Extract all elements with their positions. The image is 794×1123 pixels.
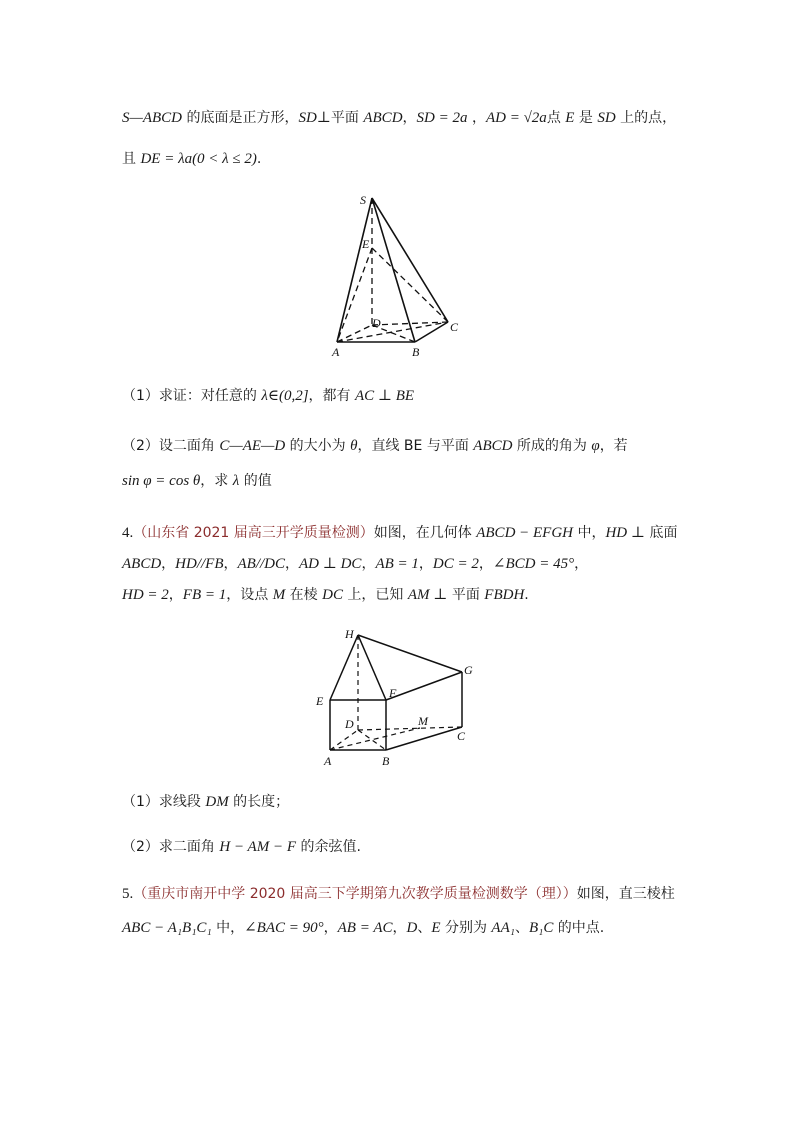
- text: 分别为: [440, 920, 492, 936]
- math: SD = 2a: [416, 110, 468, 126]
- text: 的大小为: [285, 438, 351, 454]
- label-F: F: [389, 686, 397, 700]
- label-B: B: [412, 345, 420, 359]
- text: ，: [361, 556, 376, 572]
- text: ，: [323, 920, 338, 936]
- text: ，: [285, 556, 299, 572]
- text: ，: [574, 556, 589, 572]
- label-A: A: [324, 754, 332, 768]
- p5-line1: [122, 883, 675, 905]
- text: 的余弦值.: [296, 839, 361, 855]
- text: 点: [546, 110, 566, 126]
- math: HD//FB: [175, 556, 224, 572]
- math: FBDH: [484, 587, 525, 603]
- text: ，若: [599, 438, 628, 454]
- math: FB = 1: [182, 587, 227, 603]
- math: AB = AC: [337, 920, 393, 936]
- p4-line1: [122, 522, 677, 544]
- text: ，: [392, 920, 407, 936]
- math: E: [565, 110, 575, 126]
- label-M: M: [418, 714, 428, 728]
- math: ABC − A₁B₁C₁: [122, 920, 212, 936]
- math: ABCD − EFGH: [476, 525, 574, 541]
- label-B: B: [382, 754, 390, 768]
- label-E: E: [316, 694, 324, 708]
- text: 的长度；: [228, 794, 290, 810]
- text: ，: [402, 110, 417, 126]
- math: DC = 2: [432, 556, 479, 572]
- text: 的中点.: [553, 920, 605, 936]
- p3-intro-line2: [122, 148, 261, 170]
- text: .: [256, 151, 262, 167]
- text: 底面: [645, 525, 678, 541]
- p3-intro-line1: [122, 107, 676, 129]
- label-H: H: [345, 627, 354, 641]
- text: 且: [122, 151, 141, 167]
- math: B₁C: [528, 920, 554, 936]
- problem-number: 5.: [122, 886, 134, 902]
- text: ，: [168, 587, 183, 603]
- math: ∠BAC = 90°: [244, 920, 324, 936]
- p5-line2: [122, 917, 604, 939]
- p4-line2: [122, 553, 588, 575]
- p3-q1: [122, 385, 414, 407]
- math: D: [406, 920, 418, 936]
- problem-source: （重庆市南开中学 2020 届高三下学期第九次教学质量检测数学（理））: [133, 886, 577, 902]
- math: sin φ = cos θ: [122, 473, 201, 489]
- math: AM ⊥: [407, 587, 448, 603]
- label-G: G: [464, 663, 473, 677]
- math: DE = λa(0 < λ ≤ 2): [140, 151, 257, 167]
- math: SD⊥: [298, 110, 331, 126]
- polyhedron-figure: [310, 622, 485, 770]
- text: 上，已知: [342, 587, 408, 603]
- p4-line3: [122, 584, 529, 606]
- math: E: [431, 920, 441, 936]
- math: AD = √2a: [485, 110, 547, 126]
- math: ∠BCD = 45°: [492, 556, 575, 572]
- math: θ: [350, 438, 358, 454]
- math: ABCD: [122, 556, 162, 572]
- label-C: C: [450, 320, 459, 334]
- text: ，直线 BE 与平面: [357, 438, 474, 454]
- text: 的值: [239, 473, 272, 489]
- text: （1）求线段: [122, 794, 206, 810]
- math: M: [272, 587, 286, 603]
- text: 、: [417, 920, 432, 936]
- text: ，: [161, 556, 176, 572]
- text: ，: [478, 556, 493, 572]
- text: 、: [514, 920, 529, 936]
- text: 是: [574, 110, 598, 126]
- math: AB = 1: [375, 556, 419, 572]
- text: ，: [467, 110, 486, 126]
- text: ，都有: [308, 388, 355, 404]
- text: 上的点，: [615, 110, 677, 126]
- math: DM: [205, 794, 229, 810]
- text: ，求: [200, 473, 233, 489]
- p4-q1: [122, 791, 289, 813]
- p4-q2: [122, 836, 361, 858]
- math: ABCD: [363, 110, 403, 126]
- text: 的底面是正方形，: [182, 110, 299, 126]
- math: S—ABCD: [122, 110, 182, 126]
- label-C: C: [457, 729, 466, 743]
- label-A: A: [332, 345, 340, 359]
- math: λ: [232, 473, 240, 489]
- text: ，设点: [226, 587, 273, 603]
- text: （1）求证：对任意的: [122, 388, 262, 404]
- math: AD ⊥ DC: [299, 556, 362, 572]
- text: 如图，直三棱柱: [576, 886, 675, 902]
- text: 平面: [447, 587, 485, 603]
- math: AB//DC: [237, 556, 285, 572]
- problem-source: （山东省 2021 届高三开学质量检测）: [133, 525, 374, 541]
- math: HD ⊥: [605, 525, 645, 541]
- text: 平面: [330, 110, 364, 126]
- label-S: S: [360, 193, 366, 207]
- text: （2）设二面角: [122, 438, 220, 454]
- p3-q2-cont: [122, 470, 272, 492]
- math: AA₁: [491, 920, 515, 936]
- math: H − AM − F: [219, 839, 296, 855]
- math: λ∈(0,2]: [261, 388, 309, 404]
- problem-number: 4.: [122, 525, 134, 541]
- p3-q2: [122, 435, 628, 457]
- text: 在棱: [285, 587, 323, 603]
- text: ，: [223, 556, 238, 572]
- math: SD: [597, 110, 616, 126]
- text: 如图，在几何体: [373, 525, 477, 541]
- text: .: [524, 587, 529, 603]
- label-D: D: [345, 717, 354, 731]
- pyramid-figure: [320, 190, 470, 365]
- math: φ: [591, 438, 600, 454]
- math: AC ⊥ BE: [355, 388, 415, 404]
- text: 中，: [573, 525, 606, 541]
- text: ，: [418, 556, 433, 572]
- math: C—AE—D: [219, 438, 286, 454]
- text: 中，: [211, 920, 245, 936]
- label-E: E: [362, 237, 370, 251]
- math: HD = 2: [122, 587, 169, 603]
- text: （2）求二面角: [122, 839, 220, 855]
- label-D: D: [372, 316, 381, 330]
- math: DC: [322, 587, 343, 603]
- text: 所成的角为: [512, 438, 592, 454]
- math: ABCD: [473, 438, 513, 454]
